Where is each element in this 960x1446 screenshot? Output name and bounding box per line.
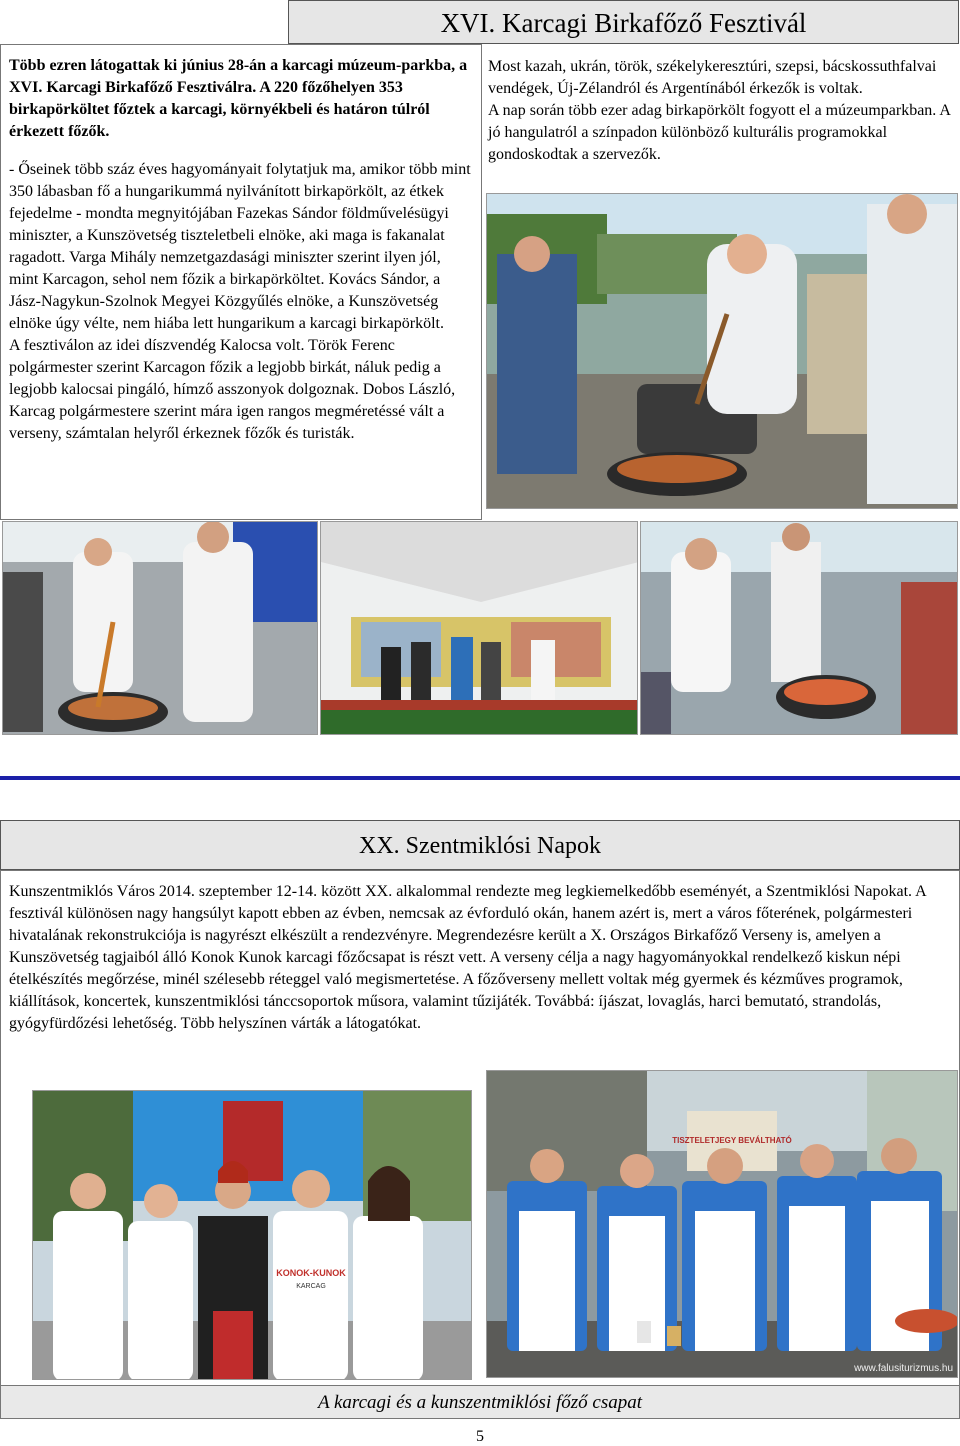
sign-print: TISZTELETJEGY BEVÁLTHATÓ — [672, 1136, 792, 1145]
szentmiklosi-paragraph: Kunszentmiklós Város 2014. szeptember 12-14. között XX. alkalommal rendezte meg legkiemelkedőbb eseményét, a Szentmiklósi Napokat. A fesztivál különösen nagy hangsúlyt kapott ebben az évben, nemcsak az évforduló okán, hanem azért is, mert a város főterének, polgármesteri hivatalának rekonstrukciója is nagyrészt elkészült a rendezvényre. Megrendezésre került a X. Országos Birkafőző Verseny is, amelyen a Kunszövetség tagjaiból álló Konok Kunok karcagi főzőcsapat is részt vett. A verseny célja a nagy hagyományokkal rendelkező kiskun népi ételkészítés megőrzése, minél szélesebb réteggel való megismertetése. A főzőverseny mellett voltak még gyermek és kézműves programok, kiállítások, koncertek, kunszentmiklósi tánccsoportok műsora, valamint tűzijáték. Továbbá: íjászat, lovaglás, harci bemutató, strandolás, gyógyfürdőzési lehetőség. Több helyszínen várták a látogatókat. — [9, 883, 926, 1032]
page-number: 5 — [476, 1428, 484, 1445]
body-paragraph-2: A fesztiválon az idei díszvendég Kalocsa volt. Török Ferenc polgármester szerint Karcagon főzik a legjobb birkát, náluk pedig a legjobb kalocsai pingáló, hímző asszonyok dolgoznak. Dobos László, Karcag polgármestere szerint mára igen rangos megméretéssé vált a verseny, számtalan helyről érkeznek főzők és turisták. — [9, 337, 456, 442]
lead-paragraph: Több ezren látogattak ki június 28-án a karcagi múzeum-parkba, a XVI. Karcagi Birkafőző Fesztiválra. A 220 főzőhelyen 353 birkapörköltet főztek a karcagi, környékbeli és határon túlról érkezett főzők. — [9, 57, 468, 140]
photo-watermark: www.falusiturizmus.hu — [854, 1363, 953, 1374]
apron-print-sub: KARCAG — [296, 1283, 326, 1290]
photo-karcag-team — [32, 1090, 472, 1380]
right-paragraph-1: Most kazah, ukrán, török, székelykeresztúri, szepsi, bácskossuthfalvai vendégek, Új-Zélandról és Argentínából érkezők is voltak. — [488, 58, 937, 97]
section-title-birkafozo: XVI. Karcagi Birkafőző Fesztivál — [288, 0, 959, 44]
photo-caption: A karcagi és a kunszentmiklósi főző csapat — [0, 1385, 960, 1419]
photo-stage-officials — [320, 521, 638, 735]
body-paragraph-1: - Őseinek több száz éves hagyományait folytatjuk ma, amikor több mint 350 lábasban fő a hungarikummá nyilvánított birkapörkölt, az étkek fejedelme - mondta megnyitójában Fazekas Sándor földművelésügyi miniszter, a Kunszövetség tiszteletbeli elnöke, aki maga is fakanalat ragadott. Varga Mihály nemzetgazdasági miniszter szerint ilyen jól, mint Karcagon, sehol nem főzik a birkapörköltet. Kovács Sándor, a Jász-Nagykun-Szolnok Megyei Közgyűlés elnöke, a Kunszövetség elnöke úgy vélte, nem hiába lett hungarikum a karcagi birkapörkölt. — [9, 161, 471, 332]
photo-chefs-cauldron — [640, 521, 958, 735]
photo-minister-cooking — [486, 193, 958, 509]
photo-kunszentmiklos-team — [486, 1070, 958, 1378]
section-title-szentmiklosi: XX. Szentmiklósi Napok — [0, 820, 960, 870]
article-left-frame — [0, 44, 482, 520]
right-paragraph-2: A nap során több ezer adag birkapörkölt fogyott el a múzeumparkban. A jó hangulatról a színpadon különböző kulturális programokkal gondoskodtak a szervezők. — [488, 102, 951, 163]
apron-print: KONOK-KUNOK — [276, 1268, 346, 1278]
photo-chefs-stirring — [2, 521, 318, 735]
article-right-text — [486, 56, 960, 166]
section-divider — [0, 776, 960, 780]
